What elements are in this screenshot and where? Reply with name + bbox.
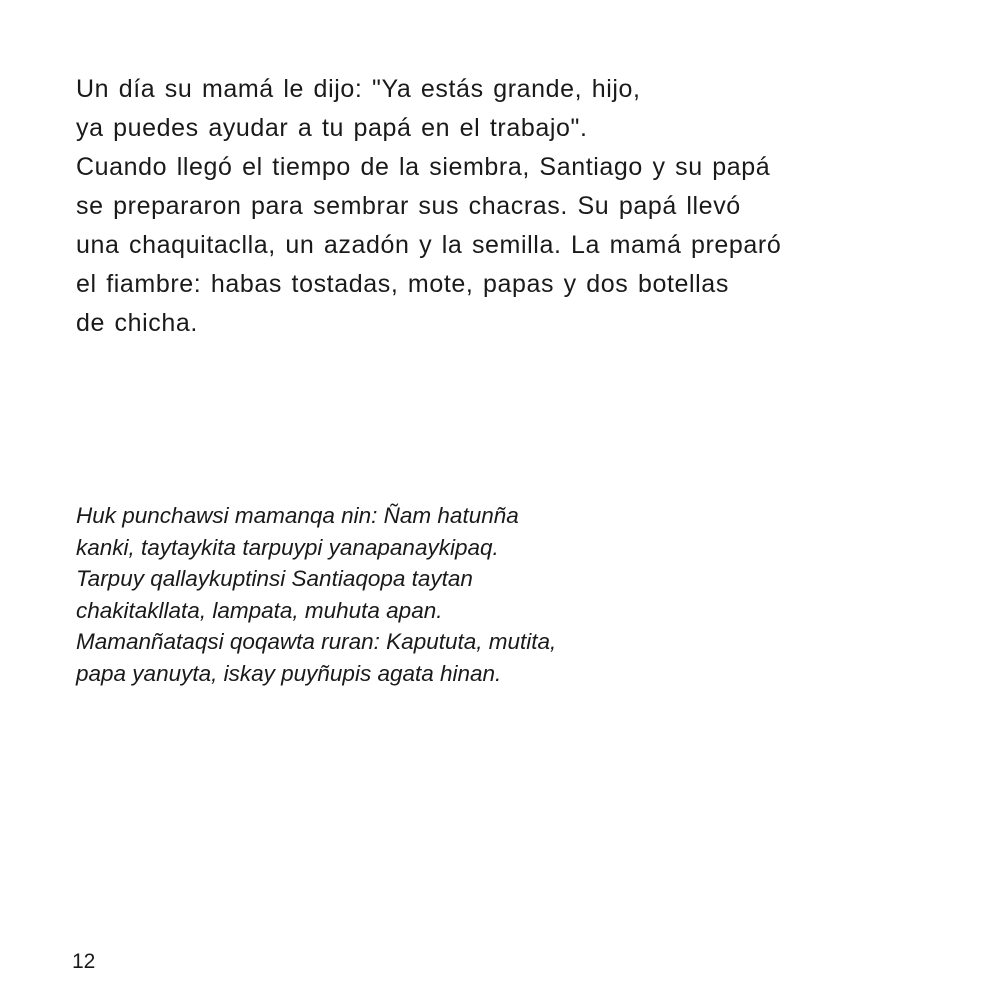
spanish-paragraph — [76, 70, 956, 343]
spanish-line-7: de chicha. — [76, 309, 198, 337]
spanish-line-6: el fiambre: habas tostadas, mote, papas y dos botellas — [76, 270, 729, 298]
quechua-line-6: papa yanuyta, iskay puyñupis agata hinan. — [76, 660, 502, 686]
page-number: 12 — [72, 950, 96, 973]
quechua-line-1: Huk punchawsi mamanqa nin: Ñam hatunña — [76, 503, 519, 528]
spanish-line-2: ya puedes ayudar a tu papá en el trabajo". — [76, 114, 588, 142]
quechua-line-3: Tarpuy qallaykuptinsi Santiaqopa taytan — [76, 566, 473, 591]
quechua-line-2: kanki, taytaykita tarpuypi yanapanaykipaq. — [76, 534, 499, 560]
quechua-paragraph — [76, 500, 796, 689]
spanish-line-5: una chaquitaclla, un azadón y la semilla. La mamá preparó — [76, 231, 782, 259]
quechua-line-4: chakitakllata, lampata, muhuta apan. — [76, 597, 443, 623]
spanish-line-4: se prepararon para sembrar sus chacras. Su papá llevó — [76, 192, 741, 220]
spanish-line-3: Cuando llegó el tiempo de la siembra, Santiago y su papá — [76, 153, 771, 181]
spanish-line-1: Un día su mamá le dijo: "Ya estás grande, hijo, — [76, 75, 641, 103]
quechua-line-5: Mamanñataqsi qoqawta ruran: Kapututa, mutita, — [76, 629, 557, 654]
